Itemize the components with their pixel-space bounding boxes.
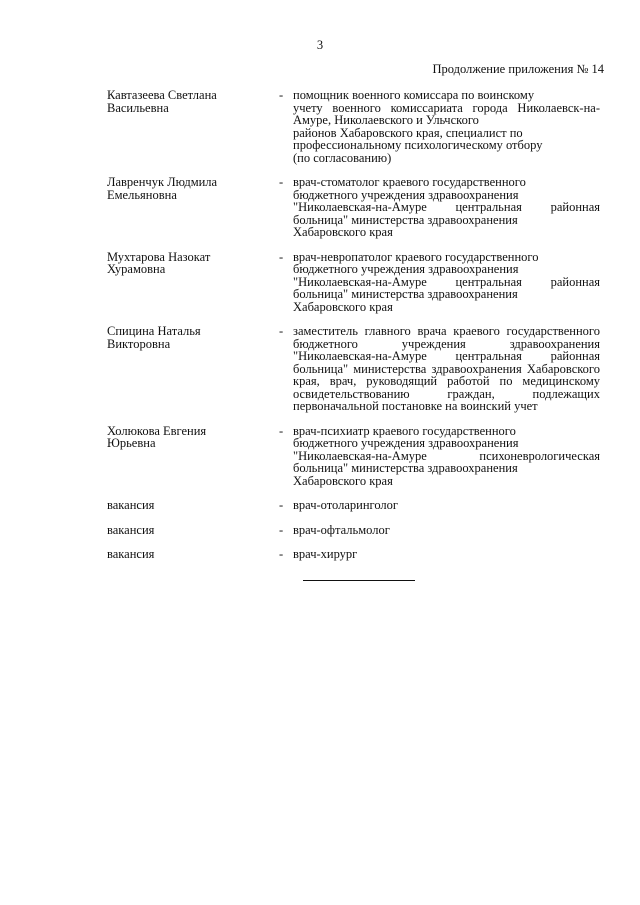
separator-dash: - [279,498,284,512]
member-name: вакансия [107,522,155,537]
member-role: врач-хирург [293,547,358,561]
roster-row [107,325,604,413]
roster-row-vacancy [107,499,604,512]
member-name: Спицина Наталья Викторовна [107,324,201,351]
member-name: вакансия [107,498,155,512]
member-role: заместитель главного врача краевого государственного бюджетного учреждения здравоохранения "Николаевская-на-Амуре центральная районная больница" министерства здравоохранения Хабаровского края, врач, руководящий работой по медицинскому освидетельствованию граждан, подлежащих первоначальной постановке на воинский учет [293,324,600,413]
appendix-continuation-label: Продолжение приложения № 14 [432,62,604,76]
roster-row [107,425,604,488]
separator-dash: - [279,522,284,537]
member-name: Мухтарова Назокат Хурамовна [107,249,211,276]
roster-row [107,176,604,239]
member-role: врач-стоматолог краевого государственного бюджетного учреждения здравоохранения "Николаевская-на-Амуре центральная районная больница" министерства здравоохранения Хабаровского края [293,175,600,239]
commission-roster [107,89,604,561]
separator-dash: - [279,249,284,264]
end-of-list-rule [303,580,415,581]
roster-row [107,89,604,164]
member-role: врач-офтальмолог [293,522,390,537]
roster-row [107,251,604,314]
separator-dash: - [279,423,284,438]
member-role: врач-невропатолог краевого государственного бюджетного учреждения здравоохранения "Николаевская-на-Амуре центральная районная больница" министерства здравоохранения Хабаровского края [293,249,600,314]
separator-dash: - [279,547,284,561]
separator-dash: - [279,324,284,338]
roster-row-vacancy [107,524,604,537]
separator-dash: - [279,88,284,102]
page-number: 3 [316,38,324,52]
member-role: врач-психиатр краевого государственного бюджетного учреждения здравоохранения "Николаевская-на-Амуре психоневрологическая больница" министерства здравоохранения Хабаровского края [293,423,600,488]
member-name: вакансия [107,547,155,561]
member-name: Холюкова Евгения Юрьевна [107,423,207,450]
member-name: Лавренчук Людмила Емельяновна [107,175,218,202]
member-role: врач-отоларинголог [293,498,399,512]
separator-dash: - [279,175,284,189]
member-name: Кавтазеева Светлана Васильевна [107,88,217,115]
member-role: помощник военного комиссара по воинскому учету военного комиссариата города Николаевск-на-Амуре, Николаевского и Ульчского районов Хабаровского края, специалист по профессиональному психологическому отбору (по согласованию) [293,88,600,165]
roster-row-vacancy [107,548,604,561]
